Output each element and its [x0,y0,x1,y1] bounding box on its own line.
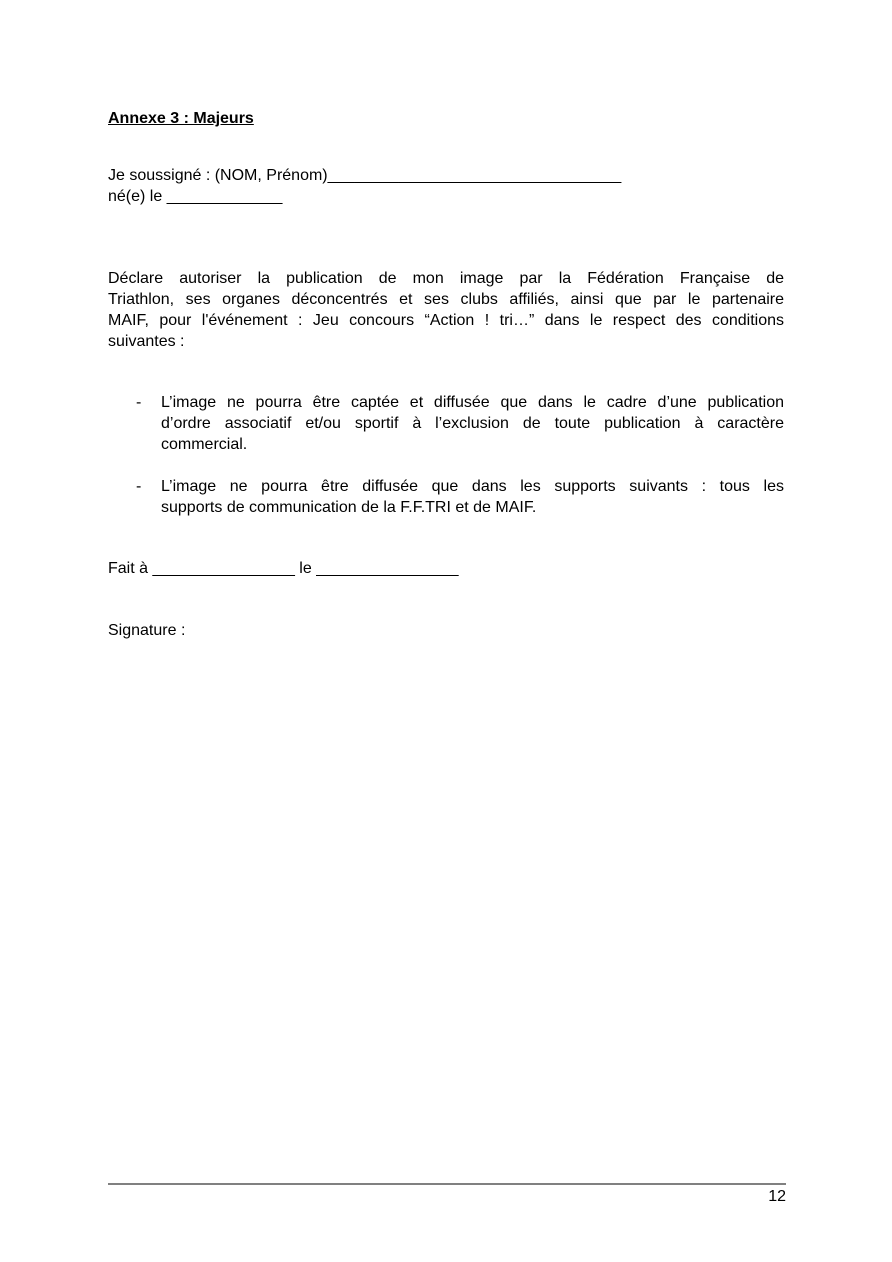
place-label: Fait à [108,560,153,577]
condition-line: d’ordre associatif et/ou sportif à l’exclusion de toute publication à caractère [161,415,784,432]
declaration-paragraph [108,268,784,352]
condition-item-diffusion [108,476,784,518]
condition-line: commercial. [161,436,248,453]
birthdate-label: né(e) le [108,188,167,205]
birthdate-line [108,186,784,207]
place-blank-field: ________________ [152,560,295,577]
page-content [108,108,784,641]
name-label: Je soussigné : (NOM, Prénom) [108,167,328,184]
page-number: 12 [768,1188,786,1205]
name-line [108,165,784,186]
condition-line: L’image ne pourra être captée et diffusée que dans le cadre d’une publication [161,394,784,411]
bullet-dash-marker: - [136,478,142,495]
birthdate-blank-field: _____________ [166,188,283,205]
conditions-list [108,392,784,518]
date-label: le [294,560,317,577]
annexe-heading: Annexe 3 : Majeurs [108,110,254,127]
bullet-dash-marker: - [136,394,142,411]
declaration-line: suivantes : [108,333,185,350]
place-date-line [108,558,784,579]
condition-line: L’image ne pourra être diffusée que dans les supports suivants : tous les [161,478,784,495]
name-blank-field: _________________________________ [327,167,622,184]
date-blank-field: ________________ [316,560,459,577]
condition-line: supports de communication de la F.F.TRI et de MAIF. [161,499,537,516]
footer-rule [108,1183,786,1207]
declaration-line: Déclare autoriser la publication de mon image par la Fédération Française de [108,270,784,287]
identity-block [108,165,784,207]
signature-label: Signature : [108,622,186,639]
declaration-line: MAIF, pour l'événement : Jeu concours “Action ! tri…” dans le respect des conditions [108,312,784,329]
declaration-line: Triathlon, ses organes déconcentrés et ses clubs affiliés, ainsi que par le partenaire [108,291,784,308]
condition-item-capture [108,392,784,455]
